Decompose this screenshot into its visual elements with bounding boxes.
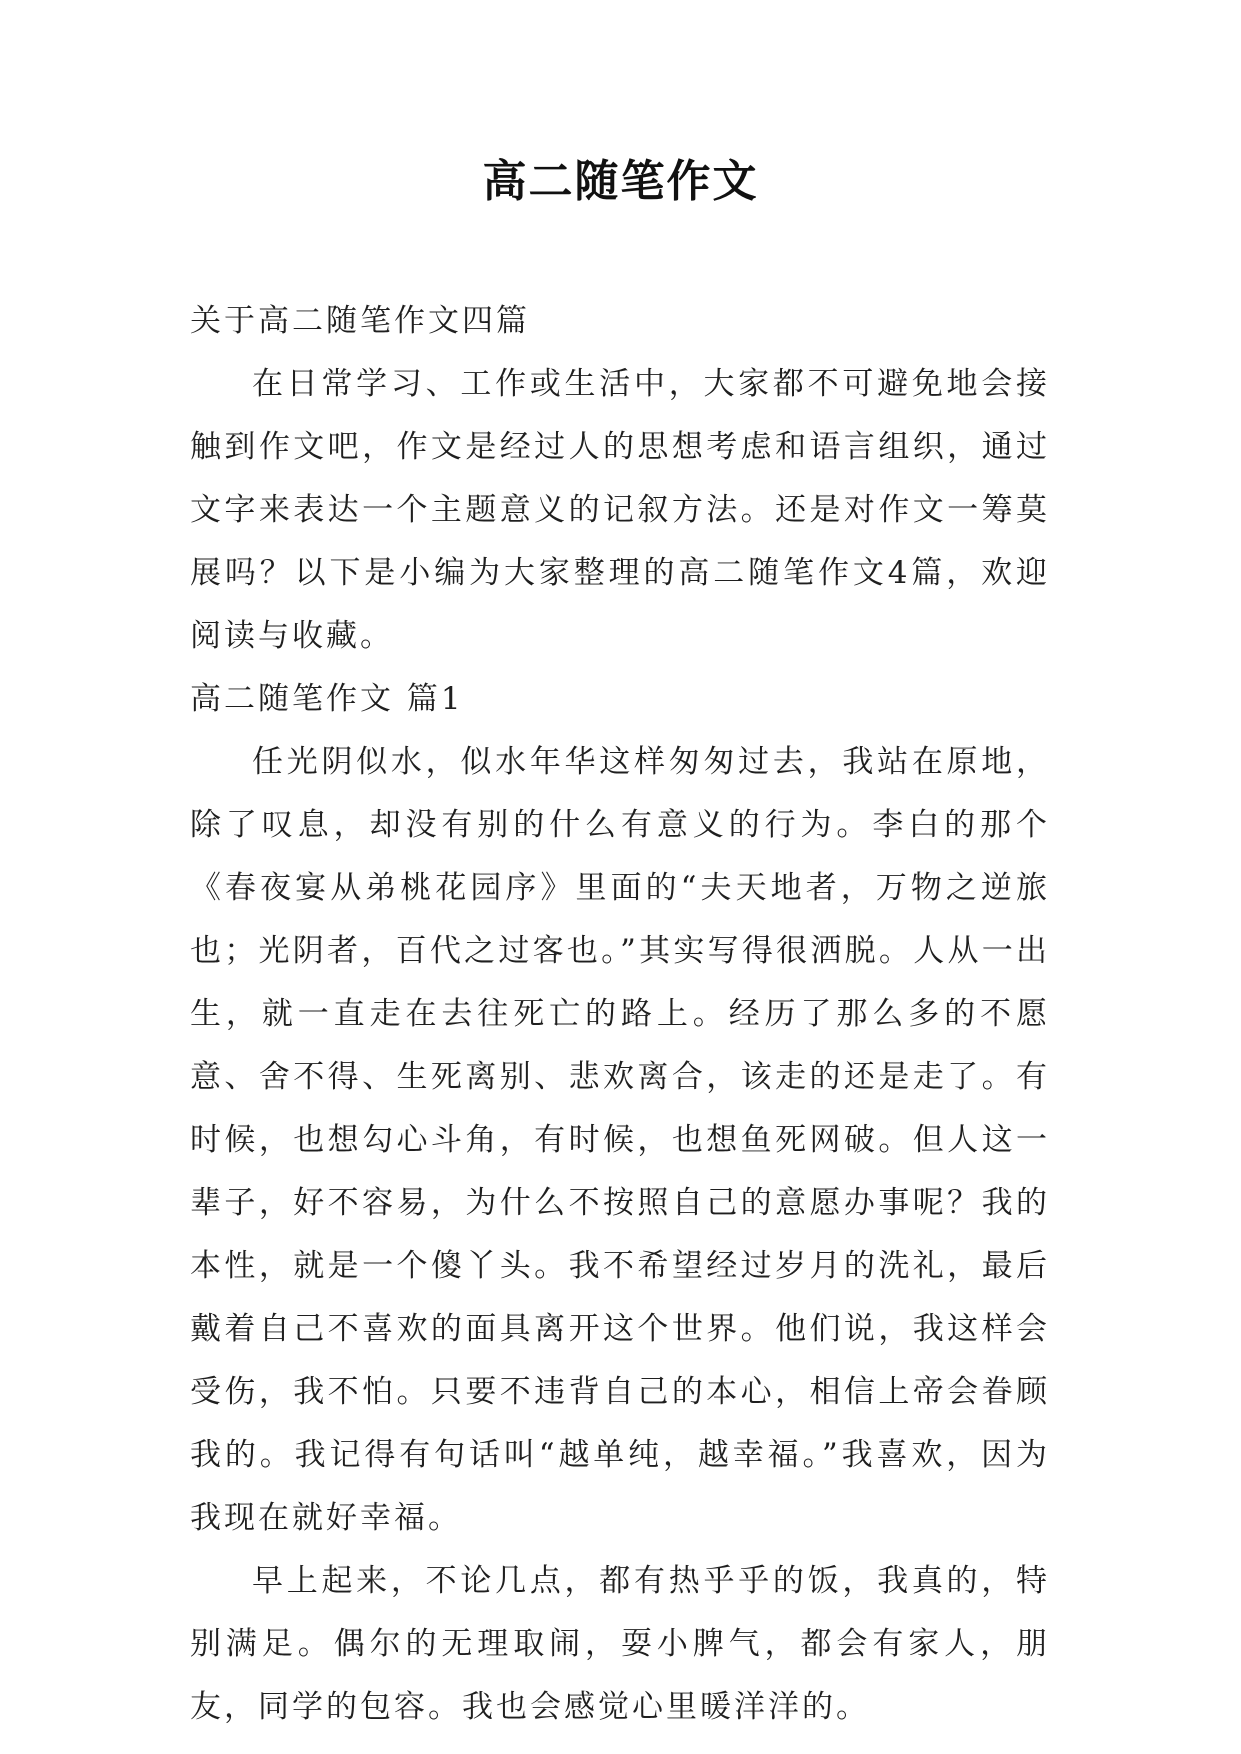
- section-paragraph-1: 任光阴似水，似水年华这样匆匆过去，我站在原地，除了叹息，却没有别的什么有意义的行为。李白的那个《春夜宴从弟桃花园序》里面的“夫天地者，万物之逆旅也；光阴者，百代之过客也。”其实写得很洒脱。人从一出生，就一直走在去往死亡的路上。经历了那么多的不愿意、舍不得、生死离别、悲欢离合，该走的还是走了。有时候，也想勾心斗角，有时候，也想鱼死网破。但人这一辈子，好不容易，为什么不按照自己的意愿办事呢？我的本性，就是一个傻丫头。我不希望经过岁月的洗礼，最后戴着自己不喜欢的面具离开这个世界。他们说，我这样会受伤，我不怕。只要不违背自己的本心，相信上帝会眷顾我的。我记得有句话叫“越单纯，越幸福。”我喜欢，因为我现在就好幸福。: [190, 744, 1050, 1536]
- section-paragraph-2: 早上起来，不论几点，都有热乎乎的饭，我真的，特别满足。偶尔的无理取闹，耍小脾气，都会有家人，朋友，同学的包容。我也会感觉心里暖洋洋的。: [190, 1563, 1050, 1725]
- document-title: 高二随笔作文: [482, 156, 759, 207]
- intro-paragraph: 在日常学习、工作或生活中，大家都不可避免地会接触到作文吧，作文是经过人的思想考虑和语言组织，通过文字来表达一个主题意义的记叙方法。还是对作文一筹莫展吗？以下是小编为大家整理的高二随笔作文4篇，欢迎阅读与收藏。: [190, 366, 1050, 654]
- section-heading: 高二随笔作文 篇1: [190, 681, 464, 717]
- intro-heading: 关于高二随笔作文四篇: [190, 303, 530, 339]
- document-body: [190, 290, 1050, 1739]
